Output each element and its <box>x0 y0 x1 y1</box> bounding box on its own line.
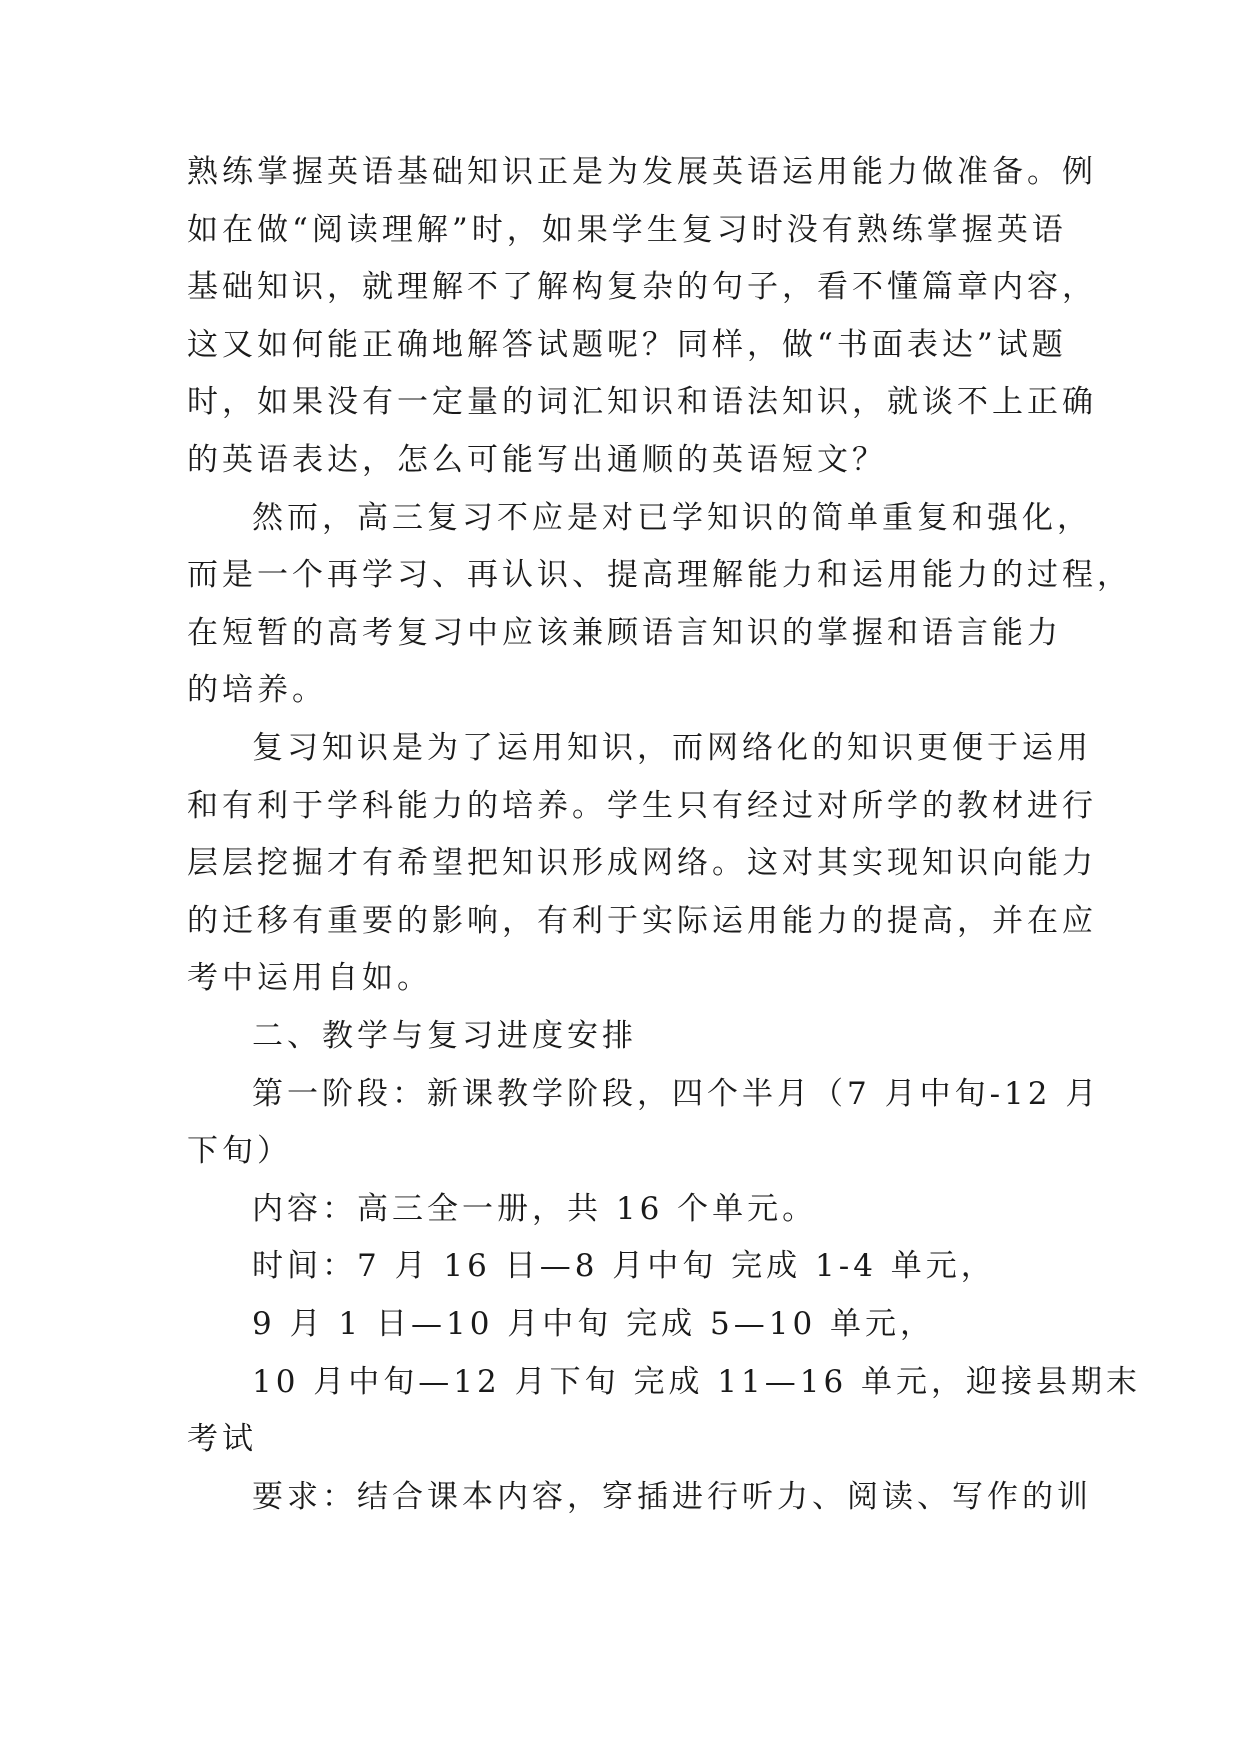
text-line: 考试 <box>187 1421 257 1457</box>
text-line: 时，如果没有一定量的词汇知识和语法知识，就谈不上正确 <box>187 384 1097 420</box>
text-line: 这又如何能正确地解答试题呢？同样，做“书面表达”试题 <box>187 327 1067 363</box>
text-line: 而是一个再学习、再认识、提高理解能力和运用能力的过程， <box>187 557 1132 593</box>
paragraph-first-line: 时间：7 月 16 日—8 月中旬 完成 1-4 单元， <box>252 1248 996 1284</box>
text-line: 的迁移有重要的影响，有利于实际运用能力的提高，并在应 <box>187 903 1097 939</box>
text-line: 考中运用自如。 <box>187 960 432 996</box>
paragraph-first-line: 第一阶段：新课教学阶段，四个半月（7 月中旬-12 月 <box>252 1076 1101 1112</box>
text-line: 在短暂的高考复习中应该兼顾语言知识的掌握和语言能力 <box>187 615 1062 651</box>
text-line: 和有利于学科能力的培养。学生只有经过对所学的教材进行 <box>187 788 1097 824</box>
text-line: 的培养。 <box>187 672 327 708</box>
paragraph-first-line: 9 月 1 日—10 月中旬 完成 5—10 单元， <box>252 1306 936 1342</box>
paragraph-first-line: 内容：高三全一册，共 16 个单元。 <box>252 1191 818 1227</box>
text-line: 如在做“阅读理解”时，如果学生复习时没有熟练掌握英语 <box>187 212 1067 248</box>
section-heading: 二、教学与复习进度安排 <box>252 1018 637 1054</box>
text-line: 的英语表达，怎么可能写出通顺的英语短文？ <box>187 442 887 478</box>
paragraph-first-line: 要求：结合课本内容，穿插进行听力、阅读、写作的训 <box>252 1479 1092 1515</box>
paragraph-first-line: 然而，高三复习不应是对已学知识的简单重复和强化， <box>252 500 1092 536</box>
paragraph-first-line: 10 月中旬—12 月下旬 完成 11—16 单元，迎接县期末 <box>252 1364 1142 1400</box>
text-line: 基础知识，就理解不了解构复杂的句子，看不懂篇章内容， <box>187 269 1097 305</box>
paragraph-first-line: 复习知识是为了运用知识，而网络化的知识更便于运用 <box>252 730 1092 766</box>
text-line: 熟练掌握英语基础知识正是为发展英语运用能力做准备。例 <box>187 154 1097 190</box>
text-line: 下旬） <box>187 1133 292 1169</box>
text-line: 层层挖掘才有希望把知识形成网络。这对其实现知识向能力 <box>187 845 1097 881</box>
